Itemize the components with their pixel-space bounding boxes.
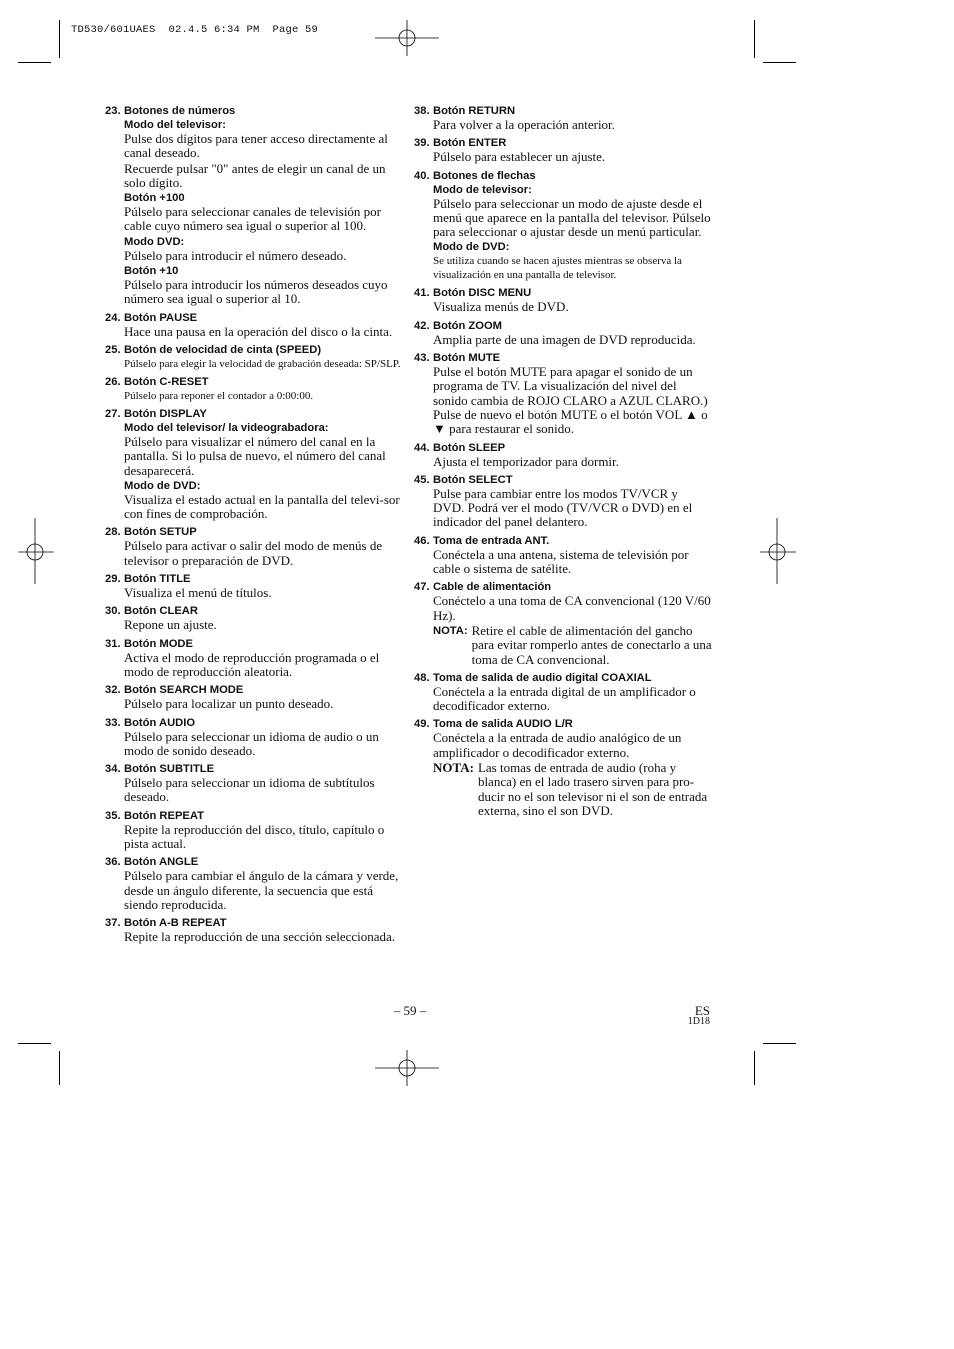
list-item bbox=[414, 580, 712, 666]
list-item bbox=[105, 311, 402, 339]
list-item bbox=[414, 104, 712, 132]
subheading: Modo de DVD: bbox=[124, 479, 201, 492]
item-title: Toma de salida AUDIO L/R bbox=[433, 718, 573, 731]
crop-mark bbox=[754, 20, 755, 58]
list-item bbox=[105, 683, 402, 711]
crop-mark bbox=[763, 62, 796, 63]
list-item bbox=[105, 104, 402, 307]
crop-mark bbox=[59, 1051, 60, 1085]
body-text: Púlselo para visualizar el número del canal en la pantalla. Si lo pulsa de nuevo, el número del canal desaparecerá. bbox=[124, 433, 386, 478]
body-text: Púlselo para introducir los números deseados cuyo número sea igual o superior al 10. bbox=[124, 277, 388, 307]
item-heading bbox=[105, 311, 402, 325]
item-number: 49. bbox=[414, 718, 430, 731]
body-text: Púlselo para elegir la velocidad de grabación deseada: SP/SLP. bbox=[124, 357, 401, 370]
body-text: Visualiza el menú de títulos. bbox=[124, 585, 272, 601]
item-title: Botón A-B REPEAT bbox=[124, 917, 227, 930]
list-item bbox=[414, 441, 712, 469]
body-text: Ajusta el temporizador para dormir. bbox=[433, 453, 619, 469]
item-title: Botón PAUSE bbox=[124, 311, 198, 324]
item-heading bbox=[105, 343, 402, 357]
body-text: Visualiza menús de DVD. bbox=[433, 299, 569, 315]
item-title: Botón MUTE bbox=[433, 352, 501, 365]
note-label: NOTA: bbox=[433, 760, 474, 776]
note bbox=[433, 624, 712, 667]
subheading: Botón +10 bbox=[124, 265, 179, 278]
item-heading bbox=[414, 441, 712, 455]
body-text: Repone un ajuste. bbox=[124, 617, 217, 633]
item-number: 29. bbox=[105, 573, 121, 586]
registration-mark-icon bbox=[760, 518, 796, 584]
body-text: Púlselo para establecer un ajuste. bbox=[433, 149, 606, 165]
item-heading bbox=[105, 762, 402, 776]
item-title: Botón de velocidad de cinta (SPEED) bbox=[124, 343, 322, 356]
item-title: Botón ZOOM bbox=[433, 319, 502, 332]
item-number: 46. bbox=[414, 534, 430, 547]
item-number: 34. bbox=[105, 763, 121, 776]
item-number: 47. bbox=[414, 581, 430, 594]
body-text: Hace una pausa en la operación del disco o la cinta. bbox=[124, 323, 393, 339]
note-text: Retire el cable de alimentación del gancho para evitar romperlo antes de conectarlo a una toma de CA convencional. bbox=[471, 622, 712, 667]
body-text: Visualiza el estado actual en la pantalla del televi-sor con fines de comprobación. bbox=[124, 491, 400, 522]
item-number: 25. bbox=[105, 343, 121, 356]
item-title: Botones de flechas bbox=[433, 169, 536, 182]
item-title: Botón ANGLE bbox=[124, 856, 199, 869]
body-text: Pulse para cambiar entre los modos TV/VCR y DVD. Podrá ver el modo (TV/VCR o DVD) en el indicador del panel delantero. bbox=[433, 485, 693, 530]
item-title: Cable de alimentación bbox=[433, 581, 552, 594]
item-number: 36. bbox=[105, 856, 121, 869]
item-heading bbox=[414, 534, 712, 548]
item-heading bbox=[105, 855, 402, 869]
item-title: Botón SELECT bbox=[433, 473, 513, 486]
body-text: Para volver a la operación anterior. bbox=[433, 117, 615, 132]
body-text: Púlselo para introducir el número deseado. bbox=[124, 247, 347, 263]
page-number: – 59 – bbox=[393, 1003, 427, 1018]
item-heading bbox=[105, 637, 402, 651]
body-text: Conéctela a la entrada de audio analógico de un amplificador o decodificador externo. bbox=[433, 730, 682, 760]
list-item bbox=[105, 855, 402, 912]
body-text: Se utiliza cuando se hacen ajustes mientras se observa la visualización en una pantalla de televisor. bbox=[433, 255, 682, 282]
item-heading bbox=[414, 671, 712, 685]
item-number: 33. bbox=[105, 716, 121, 729]
item-title: Toma de entrada ANT. bbox=[433, 534, 550, 547]
item-number: 40. bbox=[414, 169, 430, 182]
item-heading bbox=[414, 717, 712, 731]
crop-mark bbox=[763, 1043, 796, 1044]
list-item bbox=[414, 351, 712, 436]
item-title: Botón DISPLAY bbox=[124, 407, 207, 420]
item-heading bbox=[105, 916, 402, 930]
item-title: Botón SETUP bbox=[124, 526, 197, 539]
crop-mark bbox=[18, 62, 51, 63]
item-heading bbox=[414, 104, 712, 118]
item-number: 32. bbox=[105, 684, 121, 697]
item-title: Botón C-RESET bbox=[124, 375, 209, 388]
item-title: Botón AUDIO bbox=[124, 716, 196, 729]
list-item bbox=[105, 572, 402, 600]
subheading: Botón +100 bbox=[124, 192, 185, 205]
note-text: Las tomas de entrada de audio (roha y blanca) en el lado trasero sirven para pro-ducir no el son televisor ni el son de entrada externa, sino el son DVD. bbox=[477, 760, 708, 818]
registration-mark-icon bbox=[375, 18, 439, 58]
body-text: Púlselo para cambiar el ángulo de la cámara y verde, desde un ángulo diferente, la secuencia que está siendo reproducida. bbox=[124, 868, 399, 912]
list-item bbox=[105, 604, 402, 632]
list-item bbox=[414, 717, 712, 818]
list-item bbox=[105, 343, 402, 371]
item-heading bbox=[414, 136, 712, 150]
item-number: 24. bbox=[105, 311, 121, 324]
item-title: Botón RETURN bbox=[433, 105, 516, 117]
item-heading bbox=[105, 407, 402, 421]
document-code: 1D18 bbox=[687, 1016, 710, 1027]
body-text: Conéctela a una antena, sistema de televisión por cable o sistema de satélite. bbox=[433, 546, 689, 577]
item-heading bbox=[105, 375, 402, 389]
list-item bbox=[105, 809, 402, 852]
item-number: 38. bbox=[414, 105, 430, 117]
print-slug: TD530/601UAES 02.4.5 6:34 PM Page 59 bbox=[71, 24, 319, 36]
body-text: Púlselo para seleccionar un idioma de audio o un modo de sonido deseado. bbox=[124, 728, 379, 758]
item-heading bbox=[414, 319, 712, 333]
item-title: Botón ENTER bbox=[433, 137, 507, 150]
item-heading bbox=[105, 809, 402, 823]
body-text: Repite la reproducción de una sección seleccionada. bbox=[124, 929, 396, 945]
subheading: Modo del televisor/ la videograbadora: bbox=[124, 421, 329, 434]
item-heading bbox=[414, 169, 712, 183]
list-item bbox=[414, 169, 712, 283]
note-label: NOTA: bbox=[433, 624, 468, 637]
subheading: Modo del televisor: bbox=[124, 119, 226, 131]
item-heading bbox=[414, 580, 712, 594]
item-heading bbox=[105, 716, 402, 730]
body-text: Púlselo para seleccionar un idioma de subtítulos deseado. bbox=[124, 775, 375, 805]
body-text: Púlselo para seleccionar canales de televisión por cable cuyo número sea igual o superior al 100. bbox=[124, 204, 382, 234]
crop-mark bbox=[59, 20, 60, 58]
body-text: Activa el modo de reproducción programada o el modo de reproducción aleatoria. bbox=[124, 649, 380, 679]
list-item bbox=[105, 916, 402, 944]
item-number: 42. bbox=[414, 319, 430, 332]
item-heading bbox=[105, 525, 402, 539]
left-column bbox=[105, 104, 402, 949]
list-item bbox=[105, 375, 402, 403]
body-text: Púlselo para seleccionar un modo de ajuste desde el menú que aparece en la pantalla del televisor. Púlselo para seleccionar o ajustar desde un menú particular. bbox=[433, 195, 711, 240]
language-code: ES bbox=[694, 1003, 710, 1018]
subheading: Modo de televisor: bbox=[433, 183, 532, 196]
item-heading bbox=[105, 683, 402, 697]
right-column bbox=[414, 104, 712, 822]
item-heading bbox=[414, 286, 712, 300]
list-item bbox=[414, 286, 712, 314]
body-text: Púlselo para activar o salir del modo de menús de televisor o preparación de DVD. bbox=[124, 538, 383, 568]
list-item bbox=[105, 716, 402, 759]
item-number: 37. bbox=[105, 917, 121, 930]
note bbox=[433, 761, 712, 818]
list-item bbox=[105, 407, 402, 521]
item-heading bbox=[105, 604, 402, 618]
item-title: Botón SEARCH MODE bbox=[124, 684, 244, 697]
item-number: 44. bbox=[414, 441, 430, 454]
item-number: 48. bbox=[414, 671, 430, 684]
item-number: 23. bbox=[105, 105, 121, 117]
item-number: 28. bbox=[105, 526, 121, 539]
body-text: Pulse dos dígitos para tener acceso directamente al canal deseado. bbox=[124, 131, 388, 161]
item-number: 41. bbox=[414, 287, 430, 300]
crop-mark bbox=[754, 1051, 755, 1085]
list-item bbox=[105, 762, 402, 805]
list-item bbox=[414, 534, 712, 577]
item-title: Botón MODE bbox=[124, 637, 193, 650]
body-text: Púlselo para reponer el contador a 0:00:00. bbox=[124, 389, 314, 402]
body-text: Conéctelo a una toma de CA convencional (120 V/60 Hz). bbox=[433, 593, 711, 623]
item-heading bbox=[414, 473, 712, 487]
item-heading bbox=[414, 351, 712, 365]
item-title: Botones de números bbox=[124, 105, 236, 117]
list-item bbox=[105, 525, 402, 568]
body-text: Pulse el botón MUTE para apagar el sonido de un programa de TV. La visualización del nivel del sonido cambia de ROJO CLARO a AZUL CLARO.) Pulse de nuevo el botón MUTE o el botón VOL ▲ o ▼ para restaurar el sonido. bbox=[433, 364, 708, 437]
subheading: Modo de DVD: bbox=[433, 241, 510, 254]
body-text: Amplia parte de una imagen de DVD reproducida. bbox=[433, 331, 696, 347]
crop-mark bbox=[18, 1043, 51, 1044]
item-number: 27. bbox=[105, 407, 121, 420]
body-text: Conéctela a la entrada digital de un amplificador o decodificador externo. bbox=[433, 683, 696, 714]
list-item bbox=[414, 319, 712, 347]
item-title: Toma de salida de audio digital COAXIAL bbox=[433, 671, 652, 684]
list-item bbox=[414, 136, 712, 164]
item-heading bbox=[105, 572, 402, 586]
item-title: Botón SUBTITLE bbox=[124, 763, 215, 776]
item-number: 31. bbox=[105, 637, 121, 650]
body-text: Púlselo para localizar un punto deseado. bbox=[124, 696, 334, 712]
registration-mark-icon bbox=[18, 518, 54, 584]
subheading: Modo DVD: bbox=[124, 235, 185, 248]
item-number: 43. bbox=[414, 352, 430, 365]
item-title: Botón SLEEP bbox=[433, 441, 506, 454]
registration-mark-icon bbox=[375, 1048, 439, 1088]
item-number: 45. bbox=[414, 473, 430, 486]
list-item bbox=[105, 637, 402, 680]
list-item bbox=[414, 473, 712, 530]
item-title: Botón REPEAT bbox=[124, 809, 204, 822]
item-title: Botón CLEAR bbox=[124, 605, 198, 618]
item-number: 30. bbox=[105, 605, 121, 618]
item-heading bbox=[105, 104, 402, 118]
item-number: 35. bbox=[105, 809, 121, 822]
item-number: 39. bbox=[414, 137, 430, 150]
body-text: Repite la reproducción del disco, título, capítulo o pista actual. bbox=[124, 821, 385, 852]
list-item bbox=[414, 671, 712, 714]
body-text: Recuerde pulsar "0" antes de elegir un canal de un solo dígito. bbox=[124, 160, 386, 190]
item-number: 26. bbox=[105, 375, 121, 388]
item-title: Botón TITLE bbox=[124, 573, 191, 586]
item-title: Botón DISC MENU bbox=[433, 287, 532, 300]
